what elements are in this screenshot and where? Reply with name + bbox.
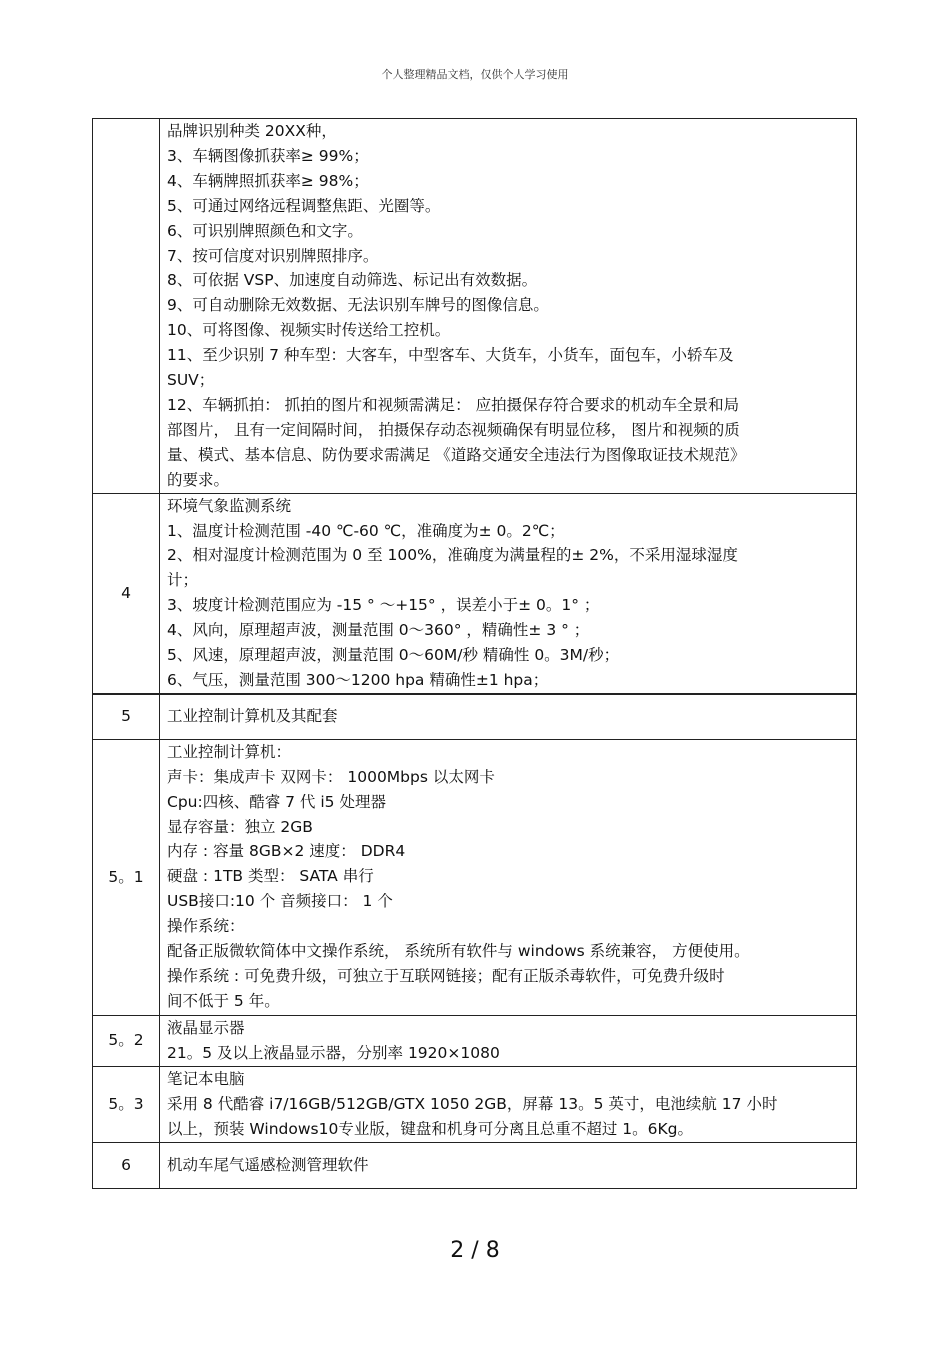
content-line: 品牌识别种类 20XX种， xyxy=(167,122,337,140)
content-line: 硬盘 : 1TB 类型： SATA 串行 xyxy=(167,867,374,886)
table-row xyxy=(93,1142,857,1188)
row-content xyxy=(160,739,857,1015)
row-content xyxy=(160,1066,857,1142)
row-content xyxy=(160,694,857,740)
content-line: 工业控制计算机及其配套 xyxy=(167,707,338,726)
content-line: 6、可识别牌照颜色和文字。 xyxy=(167,221,363,240)
table-row xyxy=(93,493,857,694)
content-line: 操作系统： xyxy=(167,917,245,936)
table-row xyxy=(93,1015,857,1066)
content-line: 声卡：集成声卡 双网卡： 1000Mbps 以太网卡 xyxy=(167,767,495,786)
row-number xyxy=(93,119,160,494)
row-number: 5 xyxy=(93,694,160,740)
content-line: 笔记本电脑 xyxy=(167,1069,245,1088)
content-line: 操作系统 : 可免费升级，可独立于互联网链接；配有正版杀毒软件，可免费升级时 xyxy=(167,967,725,985)
content-line: 4、车辆牌照抓获率≥ 98%； xyxy=(167,171,369,190)
row-number: 5。2 xyxy=(93,1015,160,1066)
spec-table xyxy=(92,118,857,1189)
content-line: 7、按可信度对识别牌照排序。 xyxy=(167,246,379,265)
content-line: 11、至少识别 7 种车型：大客车，中型客车、大货车，小货车，面包车，小轿车及 xyxy=(167,346,734,365)
page-number: 2 / 8 xyxy=(450,1238,500,1263)
content-line: 5、可通过网络远程调整焦距、光圈等。 xyxy=(167,196,441,215)
table-row xyxy=(93,1066,857,1142)
content-line: 量、模式、基本信息、防伪要求需满足 《道路交通安全违法行为图像取证技术规范》 xyxy=(167,445,746,464)
content-line: 液晶显示器 xyxy=(167,1018,245,1037)
content-line: 机动车尾气遥感检测管理软件 xyxy=(167,1155,369,1174)
content-line: 采用 8 代酷睿 i7/16GB/512GB/GTX 1050 2GB，屏幕 13。5 英寸，电池续航 17 小时 xyxy=(167,1094,778,1113)
content-line: 12、车辆抓拍： 抓拍的图片和视频需满足： 应拍摄保存符合要求的机动车全景和局 xyxy=(167,395,740,414)
content-line: 3、坡度计检测范围应为 -15 ° ～+15° ，误差小于± 0。1° ； xyxy=(167,596,600,615)
content-line: 显存容量：独立 2GB xyxy=(167,817,313,836)
table-row xyxy=(93,739,857,1015)
content-line: 3、车辆图像抓获率≥ 99%； xyxy=(167,146,369,165)
content-line: 5、风速，原理超声波，测量范围 0～60M/秒 精确性 0。3M/秒； xyxy=(167,646,620,665)
content-line: 工业控制计算机： xyxy=(167,742,292,761)
content-line: 间不低于 5 年。 xyxy=(167,991,280,1010)
content-line: 6、气压，测量范围 300～1200 hpa 精确性±1 hpa； xyxy=(167,670,549,689)
content-line: 8、可依据 VSP、加速度自动筛选、标记出有效数据。 xyxy=(167,271,538,290)
content-line: 部图片， 且有一定间隔时间， 拍摄保存动态视频确保有明显位移， 图片和视频的质 xyxy=(167,420,740,439)
row-number: 5。3 xyxy=(93,1066,160,1142)
page-header: 个人整理精品文档，仅供个人学习使用 xyxy=(381,68,569,81)
content-line: 环境气象监测系统 xyxy=(167,496,292,515)
content-line: 1、温度计检测范围 -40 ℃-60 ℃，准确度为± 0。2℃； xyxy=(167,521,565,540)
content-line: 以上，预装 Windows10专业版，键盘和机身可分离且总重不超过 1。6Kg。 xyxy=(167,1119,693,1138)
row-content xyxy=(160,1015,857,1066)
content-line: 4、风向，原理超声波，测量范围 0～360° ，精确性± 3 ° ； xyxy=(167,621,590,640)
row-content xyxy=(160,493,857,694)
row-content xyxy=(160,119,857,494)
content-line: Cpu:四核、酷睿 7 代 i5 处理器 xyxy=(167,792,386,811)
table-row xyxy=(93,119,857,494)
content-line: 2、相对湿度计检测范围为 0 至 100%，准确度为满量程的± 2%，不采用湿球湿度 xyxy=(167,546,738,565)
row-number: 6 xyxy=(93,1142,160,1188)
content-line: 21。5 及以上液晶显示器，分别率 1920×1080 xyxy=(167,1043,500,1062)
content-line: USB接口:10 个 音频接口： 1 个 xyxy=(167,892,393,911)
content-line: 的要求。 xyxy=(167,470,230,489)
row-content xyxy=(160,1142,857,1188)
content-line: 10、可将图像、视频实时传送给工控机。 xyxy=(167,321,451,340)
content-line: SUV； xyxy=(167,371,215,390)
table-row xyxy=(93,694,857,740)
row-number: 4 xyxy=(93,493,160,694)
content-line: 计； xyxy=(167,571,199,590)
row-number: 5。1 xyxy=(93,739,160,1015)
content-line: 内存 : 容量 8GB×2 速度： DDR4 xyxy=(167,842,406,861)
content-line: 配备正版微软简体中文操作系统， 系统所有软件与 windows 系统兼容， 方便使用。 xyxy=(167,942,750,961)
content-line: 9、可自动删除无效数据、无法识别车牌号的图像信息。 xyxy=(167,296,549,315)
